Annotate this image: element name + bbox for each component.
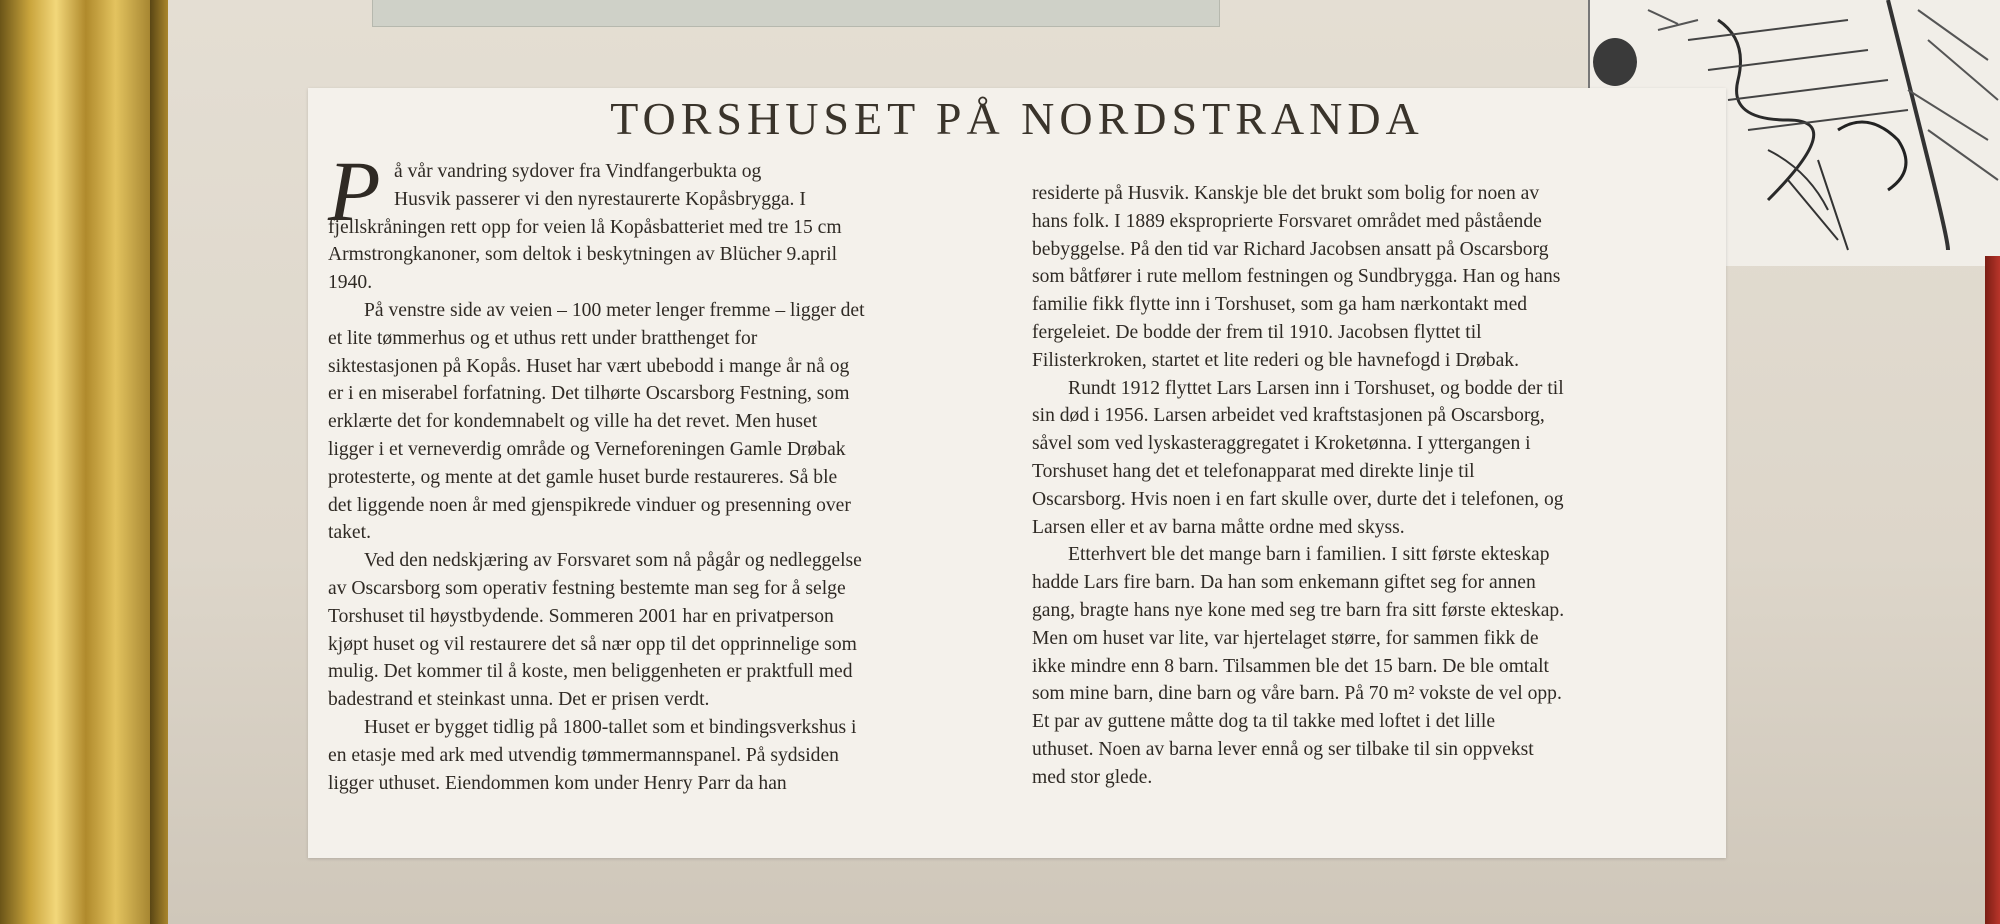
text-line: erklærte det for kondemnabelt og ville ha det revet. Men huset	[328, 411, 818, 433]
text-line: ikke mindre enn 8 barn. Tilsammen ble det 15 barn. De ble omtalt	[1032, 655, 1549, 677]
text-line: bebyggelse. På den tid var Richard Jacobsen ansatt på Oscarsborg	[1032, 238, 1549, 260]
text-line: sin død i 1956. Larsen arbeidet ved kraftstasjonen på Oscarsborg,	[1032, 405, 1545, 427]
text-line: Rundt 1912 flyttet Lars Larsen inn i Torshuset, og bodde der til	[1068, 377, 1564, 399]
frame-inner-edge	[150, 0, 168, 924]
text-line: taket.	[328, 522, 371, 544]
text-line: Oscarsborg. Hvis noen i en fart skulle over, durte det i telefonen, og	[1032, 488, 1564, 510]
text-line: hadde Lars fire barn. Da han som enkemann giftet seg for annen	[1032, 572, 1536, 594]
text-line: det liggende noen år med gjenspikrede vinduer og presenning over	[328, 494, 851, 516]
text-line: kjøpt huset og vil restaurere det så nær opp til det opprinnelige som	[328, 633, 857, 655]
text-line: uthuset. Noen av barna lever ennå og ser tilbake til sin oppvekst	[1032, 738, 1534, 760]
text-line: ligger uthuset. Eiendommen kom under Henry Parr da han	[328, 772, 787, 794]
text-line: residerte på Husvik. Kanskje ble det brukt som bolig for noen av	[1032, 183, 1540, 204]
text-line: mulig. Det kommer til å koste, men beliggenheten er praktfull med	[328, 661, 853, 683]
text-line: en etasje med ark med utvendig tømmermannspanel. På sydsiden	[328, 744, 839, 766]
article-column-left	[328, 143, 1008, 797]
text-line: med stor glede.	[1032, 766, 1153, 788]
red-paper-edge	[1985, 256, 2000, 924]
text-line: som mine barn, dine barn og våre barn. På 70 m² vokste de vel opp.	[1032, 683, 1562, 705]
text-line: gang, bragte hans nye kone med seg tre barn fra sitt første ekteskap.	[1032, 599, 1565, 621]
text-line: Torshuset til høystbydende. Sommeren 2001 har en privatperson	[328, 605, 834, 627]
text-line: fjellskråningen rett opp for veien lå Kopåsbatteriet med tre 15 cm	[328, 216, 842, 238]
text-line: Etterhvert ble det mange barn i familien. I sitt første ekteskap	[1068, 544, 1550, 566]
text-line: fergeleiet. De bodde der frem til 1910. Jacobsen flyttet til	[1032, 321, 1482, 343]
text-line: Et par av guttene måtte dog ta til takke med loftet i det lille	[1032, 711, 1496, 733]
top-paper-strip	[372, 0, 1220, 27]
text-line: Ved den nedskjæring av Forsvaret som nå pågår og nedleggelse	[364, 550, 862, 572]
text-line: Filisterkroken, startet et lite rederi og ble havnefogd i Drøbak.	[1032, 349, 1519, 371]
drop-cap-letter: P	[328, 143, 381, 239]
text-line: Torshuset hang det et telefonapparat med direkte linje til	[1032, 460, 1475, 482]
text-line: familie fikk flytte inn i Torshuset, som ga ham nærkontakt med	[1032, 294, 1528, 316]
text-line: Huset er bygget tidlig på 1800-tallet som et bindingsverkshus i	[364, 716, 857, 738]
text-line: er i en miserabel forfatning. Det tilhørte Oscarsborg Festning, som	[328, 383, 850, 405]
text-line: av Oscarsborg som operativ festning bestemte man seg for å selge	[328, 577, 846, 599]
newspaper-clipping	[308, 88, 1726, 858]
text-line: protesterte, og mente at det gamle huset burde restaureres. Så ble	[328, 466, 838, 488]
text-line: såvel som ved lyskasteraggregatet i Kroketønna. I yttergangen i	[1032, 433, 1531, 455]
text-line: badestrand et steinkast unna. Det er prisen verdt.	[328, 689, 710, 711]
text-line: Armstrongkanoner, som deltok i beskytningen av Blücher 9.april	[328, 244, 838, 266]
article-title: TORSHUSET PÅ NORDSTRANDA	[610, 93, 1424, 144]
text-line: På venstre side av veien – 100 meter lenger fremme – ligger det	[364, 299, 865, 321]
text-line: som båtfører i rute mellom festningen og Sundbrygga. Han og hans	[1032, 266, 1561, 288]
text-line: Men om huset var lite, var hjertelaget større, for sammen fikk de	[1032, 627, 1539, 649]
text-line: ligger i et verneverdig område og Verneforeningen Gamle Drøbak	[328, 438, 846, 460]
text-line: å vår vandring sydover fra Vindfangerbukta og	[394, 161, 762, 182]
text-line: hans folk. I 1889 eksproprierte Forsvaret området med påstående	[1032, 210, 1542, 232]
article-column-right	[1032, 180, 1714, 792]
gold-picture-frame	[0, 0, 165, 924]
text-line: et lite tømmerhus og et uthus rett under bratthenget for	[328, 327, 758, 349]
text-line: Husvik passerer vi den nyrestaurerte Kopåsbrygga. I	[394, 188, 806, 210]
text-line: Larsen eller et av barna måtte ordne med skyss.	[1032, 516, 1405, 538]
text-line: 1940.	[328, 272, 373, 294]
text-line: siktestasjonen på Kopås. Huset har vært ubebodd i mange år nå og	[328, 355, 850, 377]
